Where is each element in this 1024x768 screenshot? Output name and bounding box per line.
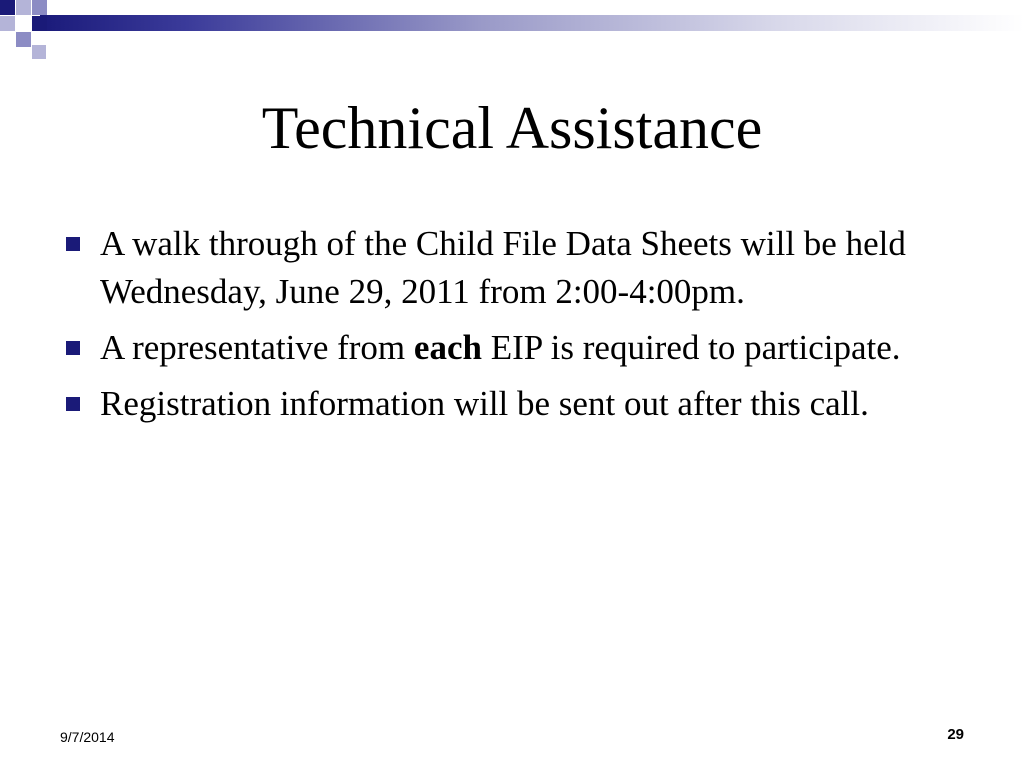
bullet-item bbox=[62, 380, 942, 428]
corner-square bbox=[0, 0, 15, 15]
bullet-square-icon bbox=[66, 397, 80, 411]
page-number: 29 bbox=[947, 726, 964, 743]
corner-square bbox=[16, 32, 31, 47]
corner-square bbox=[0, 16, 15, 31]
corner-square bbox=[32, 45, 46, 59]
corner-square bbox=[32, 16, 47, 31]
corner-square bbox=[32, 0, 47, 15]
bullet-square-icon bbox=[66, 341, 80, 355]
slide-title: Technical Assistance bbox=[261, 95, 763, 161]
footer-date: 9/7/2014 bbox=[60, 729, 115, 745]
bullet-text-bold: each bbox=[413, 328, 482, 367]
header-gradient-bar bbox=[40, 15, 1024, 31]
corner-square bbox=[16, 0, 31, 15]
bullet-item bbox=[62, 324, 942, 372]
bullet-text-after: EIP is required to participate. bbox=[481, 328, 901, 367]
bullet-text-before: A representative from bbox=[100, 328, 414, 367]
bullet-list bbox=[62, 220, 942, 436]
corner-square bbox=[16, 16, 31, 31]
bullet-square-icon bbox=[66, 237, 80, 251]
bullet-item bbox=[62, 220, 942, 316]
bullet-text: A walk through of the Child File Data Sheets will be held Wednesday, June 29, 2011 from 2:00-4:00pm. bbox=[100, 224, 906, 311]
bullet-text: Registration information will be sent out after this call. bbox=[100, 384, 869, 423]
